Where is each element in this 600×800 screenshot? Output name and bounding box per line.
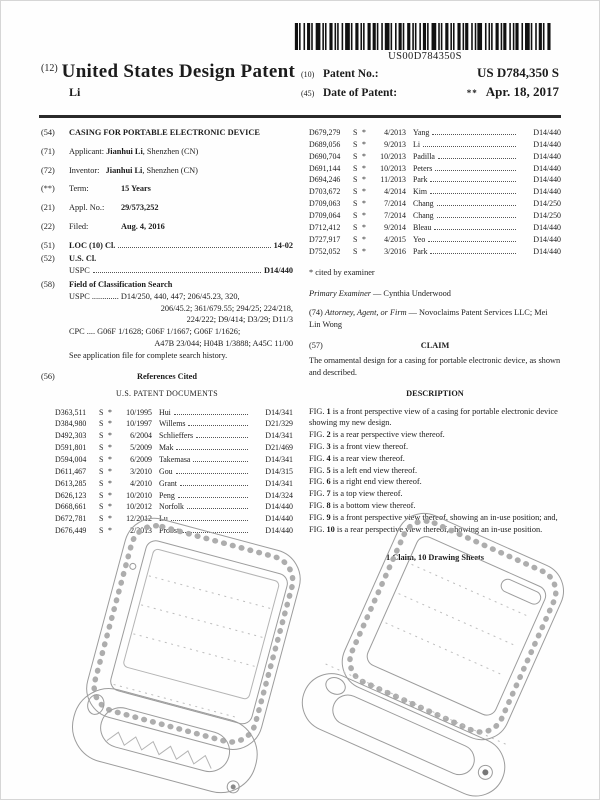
ref-class: D14/440 — [265, 526, 293, 536]
ref-date: 5/2009 — [130, 443, 152, 453]
primary-examiner-name: — Cynthia Underwood — [370, 289, 451, 299]
ref-number: D492,303 — [55, 431, 87, 441]
field-references — [41, 371, 293, 383]
ref-date: 6/2009 — [130, 454, 152, 464]
ref-number: D694,246 — [309, 175, 341, 185]
barcode-text: US00D784350S — [388, 51, 462, 62]
dot-leader — [118, 241, 270, 248]
reference-row — [55, 407, 293, 419]
ref-number: D594,004 — [55, 454, 87, 464]
ref-examiner-star: * — [362, 222, 366, 232]
ref-class: D14/440 — [533, 246, 561, 256]
fig-text: is a front perspective view of a casing for portable electronic device showing my new design. — [309, 406, 558, 428]
reference-row — [309, 151, 561, 163]
ref-class: D14/440 — [533, 234, 561, 244]
ref-kind-code: S — [353, 199, 358, 209]
primary-examiner-label: Primary Examiner — [309, 289, 371, 299]
fig-prefix: FIG. — [309, 524, 325, 534]
ref-number: D709,064 — [309, 211, 341, 221]
claim-text: The ornamental design for a casing for portable electronic device, as shown and described. — [309, 356, 561, 378]
primary-examiner-line — [309, 288, 561, 300]
ref-examiner-star: * — [108, 431, 112, 441]
reference-row — [309, 222, 561, 234]
ref-date: 6/2004 — [130, 431, 152, 441]
ref-examiner-star: * — [108, 466, 112, 476]
reference-row — [309, 139, 561, 151]
ref-number: D727,917 — [309, 234, 341, 244]
fig-text: is a front view thereof. — [332, 442, 409, 452]
field-num-74: (74) — [309, 308, 323, 318]
ref-kind-code: S — [99, 466, 104, 476]
ref-inventor: Takemasa — [159, 454, 191, 464]
dot-leader — [435, 164, 516, 171]
ref-examiner-star: * — [362, 199, 366, 209]
ref-date: 3/2016 — [384, 246, 406, 256]
ref-inventor: Norfolk — [159, 502, 184, 512]
ref-kind-code: S — [353, 222, 358, 232]
dot-leader — [437, 199, 516, 206]
ref-kind-code: S — [99, 526, 104, 536]
references-heading: References Cited — [137, 371, 197, 381]
fig-number: 8 — [326, 500, 331, 510]
field-title — [41, 127, 293, 139]
term-label: Term: — [69, 184, 89, 194]
focs-heading: Field of Classification Search — [69, 280, 173, 290]
ref-examiner-star: * — [362, 139, 366, 149]
patent-no-label: Patent No.: — [323, 68, 379, 80]
dot-leader — [176, 467, 248, 474]
ref-class: D21/469 — [265, 443, 293, 453]
ref-examiner-star: * — [362, 246, 366, 256]
applicant-name: Jianhui Li — [106, 146, 143, 156]
ref-class: D14/440 — [533, 163, 561, 173]
ref-date: 10/1995 — [126, 407, 152, 417]
ref-class: D14/250 — [533, 199, 561, 209]
field-code-10: (10) — [301, 70, 315, 79]
inventor-surname: Li — [69, 85, 81, 99]
dot-leader — [180, 479, 248, 486]
patent-number-row — [301, 65, 559, 81]
fig-prefix: FIG. — [309, 406, 325, 416]
dot-leader — [438, 152, 516, 159]
ref-date: 10/2013 — [380, 163, 406, 173]
header-left — [41, 61, 295, 103]
ref-number: D384,980 — [55, 419, 87, 429]
field-applicant — [41, 146, 293, 158]
invention-title: CASING FOR PORTABLE ELECTRONIC DEVICE — [69, 128, 260, 137]
reference-row — [309, 246, 561, 258]
reference-row — [309, 163, 561, 175]
reference-row — [309, 210, 561, 222]
ref-kind-code: S — [353, 234, 358, 244]
fig-text: is a top view thereof. — [332, 489, 403, 499]
fig-text: is a left end view thereof. — [332, 465, 418, 475]
ref-kind-code: S — [353, 175, 358, 185]
reference-row — [55, 454, 293, 466]
ref-number: D668,661 — [55, 502, 87, 512]
fig-text: is a rear perspective view thereof. — [332, 430, 445, 440]
dot-leader — [193, 455, 248, 462]
attorney-label: Attorney, Agent, or Firm — [324, 308, 407, 318]
dot-leader — [430, 187, 516, 194]
ref-date: 7/2014 — [384, 199, 406, 209]
reference-row — [55, 442, 293, 454]
reference-row — [309, 234, 561, 246]
field-classification-search — [41, 279, 293, 361]
ref-examiner-star: * — [362, 163, 366, 173]
field-num-term: (**) — [41, 184, 55, 194]
date-text: Apr. 18, 2017 — [485, 84, 559, 99]
ref-class: D14/341 — [265, 407, 293, 417]
ref-examiner-star: * — [108, 478, 112, 488]
ref-kind-code: S — [353, 246, 358, 256]
field-num-21: (21) — [41, 203, 55, 213]
claim-heading-row — [309, 340, 561, 352]
filed-value: Aug. 4, 2016 — [121, 221, 165, 231]
ref-kind-code: S — [353, 211, 358, 221]
reference-row — [55, 418, 293, 430]
fig-text: is a rear perspective view thereof, showing an in-use position. — [336, 524, 543, 534]
ref-date: 4/2015 — [384, 234, 406, 244]
ref-class: D14/341 — [265, 431, 293, 441]
fig-prefix: FIG. — [309, 465, 325, 475]
ref-kind-code: S — [99, 431, 104, 441]
fig-number: 9 — [326, 512, 331, 522]
appl-no-value: 29/573,252 — [121, 203, 159, 213]
dot-leader — [423, 140, 516, 147]
ref-inventor: Lu — [159, 514, 168, 524]
figure-description-line — [309, 406, 561, 430]
rear-perspective-drawing — [297, 506, 549, 800]
ref-kind-code: S — [99, 514, 104, 524]
front-perspective-drawing — [53, 508, 298, 800]
ref-class: D21/329 — [265, 419, 293, 429]
ref-kind-code: S — [99, 478, 104, 488]
ref-examiner-star: * — [108, 490, 112, 500]
ref-date: 10/2013 — [380, 151, 406, 161]
ref-date: 10/1997 — [126, 419, 152, 429]
date-label: Date of Patent: — [323, 87, 398, 99]
cited-by-examiner-note: * cited by examiner — [309, 268, 375, 278]
inventor-name: Jianhui Li — [105, 165, 143, 175]
field-num-57: (57) — [309, 340, 323, 350]
claim-heading: CLAIM — [420, 340, 450, 350]
ref-date: 9/2014 — [384, 222, 406, 232]
ref-kind-code: S — [99, 454, 104, 464]
ref-class: D14/440 — [533, 187, 561, 197]
ref-inventor: Hui — [159, 407, 171, 417]
focs-uspc-lines — [69, 291, 293, 326]
ref-class: D14/440 — [265, 514, 293, 524]
ref-date: 12/2012 — [126, 514, 152, 524]
reference-row — [309, 198, 561, 210]
fig-number: 2 — [326, 430, 331, 440]
field-num-71: (71) — [41, 146, 55, 156]
fig-number: 4 — [326, 453, 331, 463]
focs-uspc-line: USPC ............. D14/250, 440, 447; 206/45.23, 320, — [69, 291, 240, 301]
ref-kind-code: S — [99, 502, 104, 512]
focs-cpc-lines — [69, 326, 293, 350]
patent-no-value: US D784,350 S — [477, 65, 559, 80]
fig-number: 10 — [326, 524, 335, 534]
ref-number: D679,279 — [309, 128, 341, 137]
ref-inventor: Park — [413, 246, 428, 256]
field-loc-class — [41, 240, 293, 252]
ref-examiner-star: * — [108, 407, 112, 417]
dot-leader — [432, 128, 516, 135]
ref-class: D14/315 — [265, 466, 293, 476]
header-right — [301, 61, 559, 103]
dot-leader — [93, 266, 261, 273]
reference-row — [55, 478, 293, 490]
attorney-value: — Novoclaims Patent Services LLC; Mei Lin Wong — [309, 308, 548, 329]
field-term — [41, 183, 293, 195]
dot-leader — [176, 443, 248, 450]
field-num-22: (22) — [41, 221, 55, 231]
loc-label: LOC (10) Cl. — [69, 240, 116, 250]
ref-number: D591,801 — [55, 443, 87, 453]
ref-examiner-star: * — [108, 454, 112, 464]
dot-leader — [196, 431, 248, 438]
field-num-56: (56) — [41, 371, 55, 381]
ref-examiner-star: * — [108, 514, 112, 524]
ref-inventor: Gou — [159, 466, 173, 476]
ref-number: D363,511 — [55, 407, 87, 417]
us-patent-documents-heading: U.S. PATENT DOCUMENTS — [116, 389, 218, 399]
dot-leader — [430, 247, 516, 254]
ref-kind-code: S — [353, 187, 358, 197]
ref-inventor: Yeo — [413, 234, 426, 244]
field-code-45: (45) — [301, 89, 315, 98]
ref-kind-code: S — [353, 151, 358, 161]
field-appl-no — [41, 202, 293, 214]
ref-number: D689,056 — [309, 139, 341, 149]
field-num-52: (52) — [41, 254, 55, 264]
reference-row — [55, 490, 293, 502]
ref-kind-code: S — [353, 163, 358, 173]
ref-inventor: Peng — [159, 490, 175, 500]
ref-number: D676,449 — [55, 526, 87, 536]
reference-row — [309, 174, 561, 186]
ref-number: D672,781 — [55, 514, 87, 524]
dot-leader — [428, 235, 516, 242]
ref-date: 4/2010 — [130, 478, 152, 488]
ref-date: 7/2014 — [384, 211, 406, 221]
ref-inventor: Schlieffers — [159, 431, 194, 441]
ref-class: D14/440 — [533, 151, 561, 161]
term-value: 15 Years — [121, 184, 151, 194]
ref-class: D14/440 — [533, 175, 561, 185]
ref-class: D14/324 — [265, 490, 293, 500]
barcode-icon — [293, 23, 555, 50]
focs-note: See application file for complete search history. — [69, 350, 228, 360]
ref-inventor: Mak — [159, 443, 174, 453]
ref-examiner-star: * — [362, 175, 366, 185]
ref-date: 2/2013 — [130, 526, 152, 536]
ref-class: D14/341 — [265, 478, 293, 488]
dot-leader — [434, 223, 516, 230]
ref-kind-code: S — [353, 128, 358, 137]
field-num-54: (54) — [41, 128, 55, 137]
ref-number: D611,467 — [55, 466, 87, 476]
ref-class: D14/341 — [265, 454, 293, 464]
patent-date-row — [301, 84, 559, 100]
term-extension-stars: ** — [466, 88, 478, 98]
field-us-class — [41, 253, 293, 277]
ref-class: D14/440 — [265, 502, 293, 512]
figure-description-line — [309, 429, 561, 441]
ref-date: 4/2013 — [384, 128, 406, 137]
ref-inventor: Peters — [413, 163, 433, 173]
ref-inventor: Willems — [159, 419, 186, 429]
reference-row — [309, 127, 561, 139]
inventor-location: , Shenzhen (CN) — [142, 165, 198, 175]
ref-date: 9/2013 — [384, 139, 406, 149]
ref-kind-code: S — [99, 407, 104, 417]
dot-leader — [188, 419, 248, 426]
loc-value: 14-02 — [273, 240, 293, 250]
appl-no-label: Appl. No.: — [69, 203, 105, 213]
attorney-line — [309, 307, 561, 331]
uspc-label: USPC — [69, 266, 90, 276]
dot-leader — [430, 175, 516, 182]
ref-inventor: Probst — [159, 526, 180, 536]
field-num-58: (58) — [41, 280, 55, 290]
figure-description-line — [309, 465, 561, 477]
ref-inventor: Bleau — [413, 222, 432, 232]
ref-date: 3/2010 — [130, 466, 152, 476]
fig-number: 7 — [326, 489, 331, 499]
field-num-72: (72) — [41, 165, 55, 175]
field-inventor — [41, 165, 293, 177]
dot-leader — [437, 211, 516, 218]
ref-inventor: Chang — [413, 199, 434, 209]
reference-row — [55, 466, 293, 478]
header-divider — [39, 115, 561, 118]
focs-cpc-line: A47B 23/044; H04B 1/3888; A45C 11/00 — [154, 338, 293, 348]
ref-examiner-star: * — [108, 502, 112, 512]
ref-examiner-star: * — [362, 211, 366, 221]
ref-inventor: Park — [413, 175, 428, 185]
fig-text: is a bottom view thereof. — [332, 500, 416, 510]
description-heading: DESCRIPTION — [406, 388, 464, 398]
references-table-right — [309, 127, 561, 257]
ref-examiner-star: * — [362, 128, 366, 137]
left-column — [41, 127, 293, 564]
dot-leader — [178, 491, 248, 498]
header — [41, 61, 559, 103]
ref-number: D690,704 — [309, 151, 341, 161]
fig-prefix: FIG. — [309, 453, 325, 463]
focs-cpc-line: CPC .... G06F 1/1628; G06F 1/1667; G06F 1/1626; — [69, 327, 241, 337]
ref-inventor: Chang — [413, 211, 434, 221]
ref-inventor: Yang — [413, 128, 430, 137]
reference-row — [55, 430, 293, 442]
ref-inventor: Kim — [413, 187, 428, 197]
field-num-51: (51) — [41, 240, 55, 250]
reference-row — [309, 186, 561, 198]
ref-inventor: Grant — [159, 478, 177, 488]
document-title: United States Design Patent — [61, 61, 296, 82]
field-filed — [41, 221, 293, 233]
ref-date: 11/2013 — [380, 175, 406, 185]
fig-text: is a rear view thereof. — [332, 453, 405, 463]
figure-description-line — [309, 441, 561, 453]
filed-label: Filed: — [69, 221, 89, 231]
focs-uspc-line: 206/45.2; 361/679.55; 294/25; 224/218, — [160, 303, 293, 313]
ref-class: D14/440 — [533, 128, 561, 137]
claims-sheets-line: 1 Claim, 10 Drawing Sheets — [386, 553, 484, 563]
right-column — [309, 127, 561, 564]
fig-prefix: FIG. — [309, 512, 325, 522]
fig-number: 1 — [326, 406, 331, 416]
ref-examiner-star: * — [108, 526, 112, 536]
ref-kind-code: S — [353, 139, 358, 149]
ref-class: D14/440 — [533, 222, 561, 232]
fig-prefix: FIG. — [309, 430, 325, 440]
us-cl-label: U.S. Cl. — [69, 254, 97, 264]
ref-date: 4/2014 — [384, 187, 406, 197]
focs-uspc-line: 224/222; D9/414; D3/29; D11/3 — [186, 315, 293, 325]
date-value — [415, 84, 559, 100]
figure-description-line — [309, 453, 561, 465]
figure-description-line — [309, 476, 561, 488]
fig-number: 5 — [326, 465, 331, 475]
dot-leader — [174, 408, 248, 415]
ref-examiner-star: * — [108, 419, 112, 429]
ref-examiner-star: * — [362, 234, 366, 244]
ref-date: 10/2012 — [126, 502, 152, 512]
body-columns — [41, 127, 561, 564]
inventor-label: Inventor: — [69, 165, 100, 175]
fig-prefix: FIG. — [309, 489, 325, 499]
fig-text: is a front perspective view thereof, showing an in-use position; and, — [332, 512, 558, 522]
ref-kind-code: S — [99, 490, 104, 500]
ref-class: D14/440 — [533, 139, 561, 149]
barcode-block — [293, 23, 557, 62]
fig-number: 6 — [326, 477, 331, 487]
applicant-location: , Shenzhen (CN) — [142, 146, 199, 156]
ref-number: D752,052 — [309, 246, 341, 256]
fig-text: is a right end view thereof. — [332, 477, 422, 487]
ref-number: D691,144 — [309, 163, 341, 173]
fig-prefix: FIG. — [309, 442, 325, 452]
ref-class: D14/250 — [533, 211, 561, 221]
ref-kind-code: S — [99, 443, 104, 453]
fig-prefix: FIG. — [309, 500, 325, 510]
ref-examiner-star: * — [108, 443, 112, 453]
ref-inventor: Li — [413, 139, 421, 149]
fig-prefix: FIG. — [309, 477, 325, 487]
ref-number: D613,285 — [55, 478, 87, 488]
ref-number: D626,123 — [55, 490, 87, 500]
ref-inventor: Padilla — [413, 151, 435, 161]
ref-examiner-star: * — [362, 187, 366, 197]
ref-number: D703,672 — [309, 187, 341, 197]
kind-code: (12) — [41, 63, 58, 74]
ref-date: 10/2010 — [126, 490, 152, 500]
fig-number: 3 — [326, 442, 331, 452]
ref-kind-code: S — [99, 419, 104, 429]
uspc-value: D14/440 — [263, 266, 293, 276]
ref-number: D712,412 — [309, 222, 341, 232]
drawing-sheet — [1, 506, 600, 800]
ref-examiner-star: * — [362, 151, 366, 161]
figure-description-line — [309, 488, 561, 500]
ref-number: D709,063 — [309, 199, 341, 209]
applicant-label: Applicant: — [69, 146, 105, 156]
